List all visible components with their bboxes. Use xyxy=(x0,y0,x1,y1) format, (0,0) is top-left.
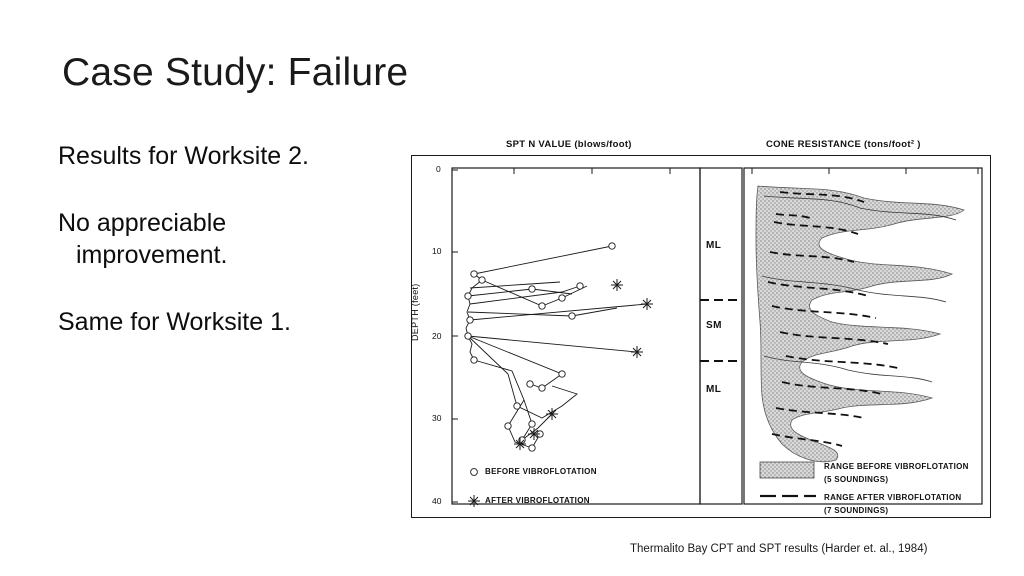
spt-before-symbols xyxy=(465,243,615,451)
body-paragraph-2-line1: No appreciable xyxy=(58,208,227,237)
soil-label-ml-upper: ML xyxy=(706,240,722,251)
body-paragraph-2-line2: improvement. xyxy=(76,241,228,269)
spt-data-traces xyxy=(466,246,647,448)
page-title: Case Study: Failure xyxy=(62,51,409,94)
spt-legend-before-label: BEFORE VIBROFLOTATION xyxy=(485,467,597,476)
cone-legend-keys xyxy=(760,462,816,496)
body-paragraph-1-line1: Results for Worksite 2. xyxy=(58,142,310,170)
cone-panel-title: CONE RESISTANCE (tons/foot² ) xyxy=(766,139,921,150)
depth-tick-20: 20 xyxy=(432,331,442,341)
body-paragraph-1 xyxy=(58,140,408,173)
spt-plot-box xyxy=(452,168,700,504)
cone-legend-before-line1: RANGE BEFORE VIBROFLOTATION xyxy=(824,462,969,471)
spt-legend-after-label: AFTER VIBROFLOTATION xyxy=(485,496,590,505)
depth-tick-10: 10 xyxy=(432,246,442,256)
cone-range-before-band xyxy=(756,186,964,462)
depth-tick-40: 40 xyxy=(432,496,442,506)
spt-panel-title: SPT N VALUE (blows/foot) xyxy=(506,139,632,150)
body-paragraph-2 xyxy=(58,207,408,272)
body-paragraph-3-line1: Same for Worksite 1. xyxy=(58,307,291,336)
depth-axis-label: DEPTH (feet) xyxy=(410,283,420,341)
figure-thermalito-bay xyxy=(411,133,991,518)
cone-legend-after-line1: RANGE AFTER VIBROFLOTATION xyxy=(824,493,962,502)
soil-label-ml-lower: ML xyxy=(706,384,722,395)
depth-tick-0: 0 xyxy=(436,164,441,174)
slide-body-text xyxy=(58,140,408,372)
cone-legend-before-line2: (5 SOUNDINGS) xyxy=(824,475,889,484)
soil-profile-column xyxy=(700,168,742,504)
cone-legend-after-line2: (7 SOUNDINGS) xyxy=(824,506,889,515)
spt-legend-symbols xyxy=(468,469,480,507)
depth-tick-30: 30 xyxy=(432,413,442,423)
soil-label-sm: SM xyxy=(706,320,722,331)
body-paragraph-3 xyxy=(58,306,408,339)
figure-caption: Thermalito Bay CPT and SPT results (Harder et. al., 1984) xyxy=(630,543,928,555)
figure-frame xyxy=(411,155,991,518)
